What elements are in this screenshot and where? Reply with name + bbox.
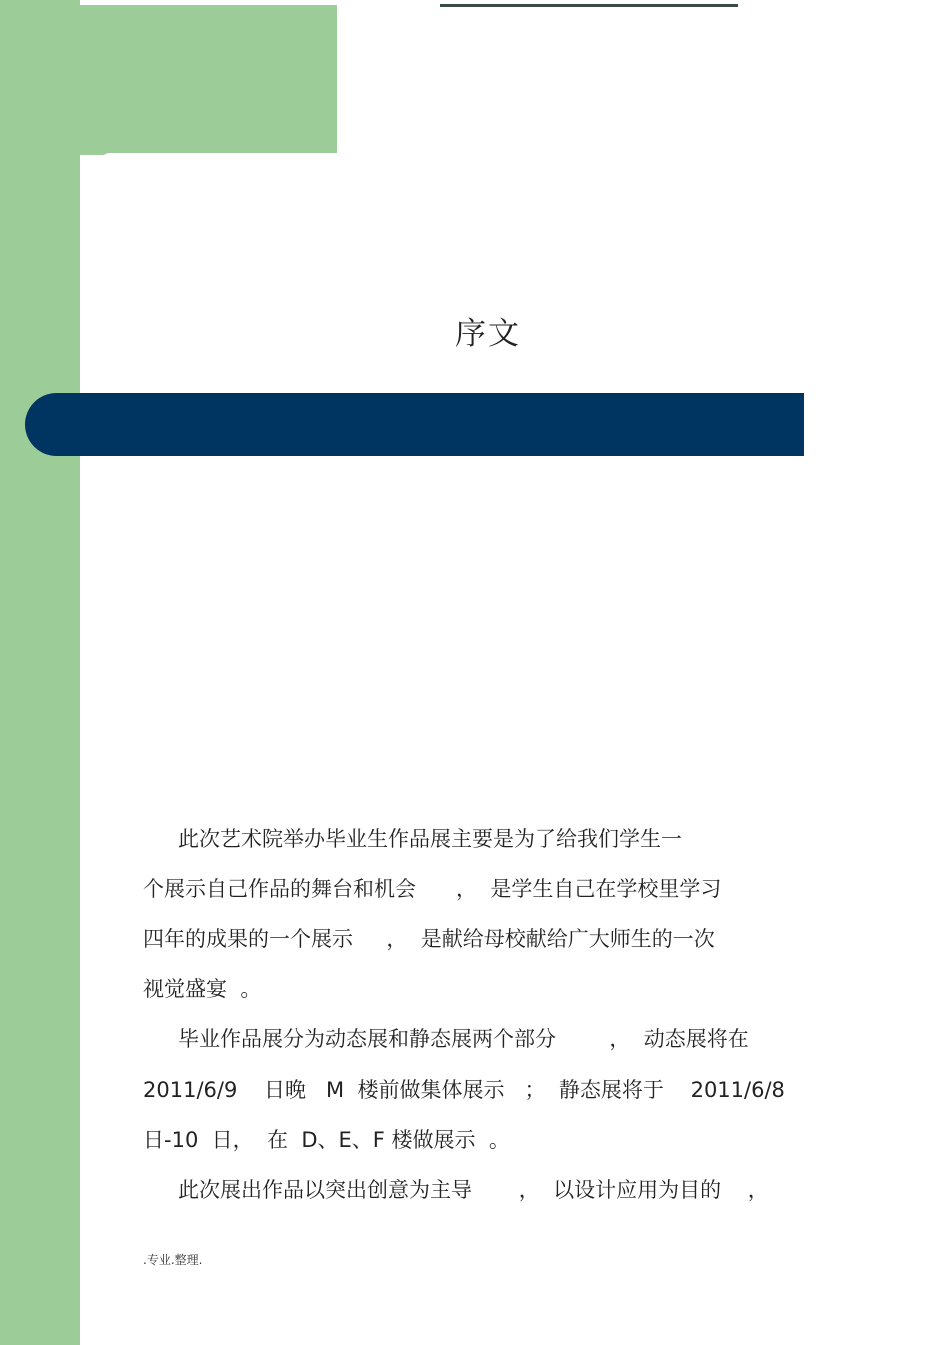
paragraph-line: 个展示自己作品的舞台和机会 ， 是学生自己在学校里学习 (143, 877, 722, 901)
title-bar (25, 393, 804, 456)
top-rule-line (440, 4, 738, 7)
white-curved-corner (80, 153, 337, 253)
paragraph-line: 毕业作品展分为动态展和静态展两个部分 ， 动态展将在 (178, 1027, 749, 1051)
paragraph-line: 2011/6/9 日晚 M 楼前做集体展示 ； 静态展将于 2011/6/8 (143, 1078, 785, 1102)
paragraph-line: 四年的成果的一个展示 ， 是献给母校献给广大师生的一次 (143, 927, 715, 951)
page-title: 序文 (455, 316, 521, 352)
page-footer: .专业.整理. (143, 1253, 203, 1267)
top-green-block (0, 5, 337, 155)
paragraph-line: 视觉盛宴 。 (143, 977, 262, 1001)
paragraph-line: 日-10 日， 在 D、E、F 楼做展示 。 (143, 1128, 510, 1152)
paragraph-line: 此次艺术院举办毕业生作品展主要是为了给我们学生一 (178, 827, 682, 851)
paragraph-line: 此次展出作品以突出创意为主导 ， 以设计应用为目的 ， (178, 1178, 769, 1202)
left-green-band (0, 0, 80, 1345)
